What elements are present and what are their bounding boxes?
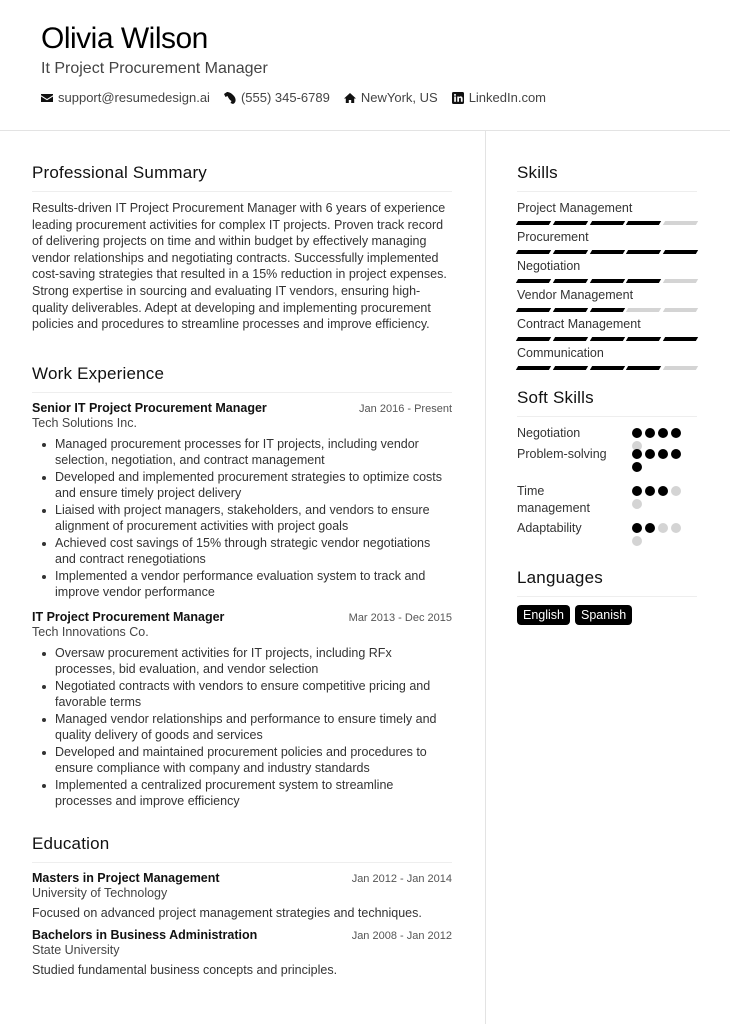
summary-section (32, 163, 452, 333)
rating-dot-filled (645, 523, 655, 533)
job-bullet: Developed and maintained procurement policies and procedures to ensure compliance with company and industry standards (55, 744, 452, 777)
level-segment-filled (589, 337, 624, 341)
level-segment-filled (626, 250, 661, 254)
language-tag: Spanish (575, 605, 632, 625)
level-segment-filled (553, 337, 588, 341)
education-list (32, 871, 452, 977)
level-segment-filled (516, 308, 551, 312)
rating-dot-filled (645, 486, 655, 496)
phone-icon (224, 92, 236, 104)
job-list (32, 401, 452, 810)
rating-dot-empty (632, 499, 642, 509)
level-segment-filled (626, 366, 661, 370)
level-segment-filled (663, 337, 698, 341)
job-role: Senior IT Project Procurement Manager (32, 400, 267, 415)
job-role: IT Project Procurement Manager (32, 609, 225, 624)
soft-skill-name: Adaptability (517, 520, 582, 535)
soft-skill-rating (632, 449, 684, 459)
job-date: Jan 2016 - Present (359, 402, 452, 415)
level-segment-filled (516, 279, 551, 283)
skill-name: Project Management (517, 201, 633, 215)
level-segment-filled (589, 221, 624, 225)
education-degree: Masters in Project Management (32, 870, 220, 885)
contact-phone[interactable] (224, 90, 330, 105)
skill-level-bar (517, 366, 697, 370)
job-entry (32, 610, 452, 810)
job-header (32, 401, 452, 415)
education-school: University of Technology (32, 885, 168, 900)
language-list (517, 605, 697, 625)
skill-level-bar (517, 221, 697, 225)
skill-name: Vendor Management (517, 288, 634, 302)
education-description: Studied fundamental business concepts and principles. (32, 962, 338, 977)
education-date: Jan 2008 - Jan 2012 (351, 929, 452, 942)
education-entry (32, 871, 452, 920)
skills-list (517, 200, 697, 370)
linkedin-icon (452, 92, 464, 104)
job-bullets (32, 645, 452, 810)
rating-dot-empty (658, 523, 668, 533)
skill-name: Contract Management (517, 317, 641, 331)
rating-dot-filled (632, 428, 642, 438)
skill-item (517, 229, 697, 254)
level-segment-filled (553, 221, 588, 225)
job-company: Tech Innovations Co. (32, 624, 149, 639)
education-entry (32, 928, 452, 977)
job-bullets (32, 436, 452, 601)
rating-dot-filled (645, 449, 655, 459)
languages-heading: Languages (517, 568, 697, 597)
job-bullet: Managed vendor relationships and performance to ensure timely and quality delivery of goods and services (55, 711, 452, 744)
soft-skill-rating (632, 523, 684, 533)
skill-item (517, 287, 697, 312)
contact-location (344, 90, 438, 105)
languages-section (517, 568, 697, 625)
skill-item (517, 200, 697, 225)
summary-text: Results-driven IT Project Procurement Manager with 6 years of experience leading procurement activities for complex IT projects. Proven track record of delivering projects on time and within budget by effectively managing vendor relationships and negotiating contracts. Successfully implemented cost-saving strategies that resulted in a 15% reduction in project expenses. Strong expertise in sourcing and evaluating IT vendors, ensuring high-quality deliverables. Adept at developing and implementing procurement policies and procedures to streamline processes and improve efficiency. (32, 201, 447, 332)
job-date: Mar 2013 - Dec 2015 (348, 611, 452, 624)
soft-skill-item (517, 483, 697, 520)
skill-name: Procurement (517, 230, 589, 244)
rating-dot-filled (645, 428, 655, 438)
education-school: State University (32, 942, 120, 957)
skill-level-bar (517, 279, 697, 283)
education-header (32, 871, 452, 885)
level-segment-empty (663, 279, 698, 283)
level-segment-empty (663, 221, 698, 225)
contact-location-text: NewYork, US (360, 90, 438, 105)
rating-dot-filled (658, 449, 668, 459)
education-date: Jan 2012 - Jan 2014 (351, 872, 452, 885)
soft-skill-rating (632, 428, 684, 438)
experience-heading: Work Experience (32, 364, 452, 393)
resume-header (0, 0, 730, 131)
soft-skills-section (517, 388, 697, 554)
level-segment-filled (589, 308, 624, 312)
skill-item (517, 316, 697, 341)
soft-skill-rating (632, 486, 684, 496)
rating-dot-filled (671, 428, 681, 438)
level-segment-empty (626, 308, 661, 312)
rating-dot-filled (632, 523, 642, 533)
soft-skill-item (517, 446, 697, 483)
education-header (32, 928, 452, 942)
level-segment-filled (663, 250, 698, 254)
level-segment-filled (626, 221, 661, 225)
contact-linkedin-text: LinkedIn.com (468, 90, 547, 105)
rating-dot-empty (632, 536, 642, 546)
level-segment-filled (589, 250, 624, 254)
level-segment-empty (663, 308, 698, 312)
level-segment-filled (516, 250, 551, 254)
language-tag: English (517, 605, 570, 625)
skill-level-bar (517, 250, 697, 254)
rating-dot-empty (671, 523, 681, 533)
level-segment-filled (553, 250, 588, 254)
level-segment-filled (626, 337, 661, 341)
rating-dot-filled (632, 462, 642, 472)
soft-skills-heading: Soft Skills (517, 388, 697, 417)
job-header (32, 610, 452, 624)
contact-email-text: support@resumedesign.ai (58, 90, 210, 105)
rating-dot-filled (632, 449, 642, 459)
rating-dot-filled (658, 428, 668, 438)
main-column (32, 131, 452, 977)
rating-dot-filled (658, 486, 668, 496)
home-icon (344, 92, 356, 104)
skill-level-bar (517, 308, 697, 312)
candidate-name: Olivia Wilson (41, 22, 208, 55)
soft-skill-name: Negotiation (517, 426, 581, 440)
skills-section (517, 163, 697, 370)
level-segment-filled (589, 366, 624, 370)
contact-phone-text: (555) 345-6789 (240, 90, 330, 105)
sidebar-column (517, 131, 697, 625)
contact-list (41, 90, 546, 105)
skills-heading: Skills (517, 163, 697, 192)
job-bullet: Implemented a centralized procurement system to streamline processes and improve efficiency (55, 777, 452, 810)
candidate-title: It Project Procurement Manager (41, 60, 268, 77)
skill-item (517, 258, 697, 283)
level-segment-filled (553, 308, 588, 312)
skill-item (517, 345, 697, 370)
rating-dot-empty (671, 486, 681, 496)
job-company: Tech Solutions Inc. (32, 415, 137, 430)
level-segment-filled (553, 366, 588, 370)
job-bullet: Developed and implemented procurement strategies to optimize costs and ensure timely project delivery (55, 469, 452, 502)
level-segment-empty (663, 366, 698, 370)
education-section (32, 834, 452, 977)
soft-skills-list (517, 425, 697, 554)
skill-level-bar (517, 337, 697, 341)
level-segment-filled (516, 221, 551, 225)
education-heading: Education (32, 834, 452, 863)
soft-skill-item (517, 520, 697, 554)
soft-skill-name: Problem-solving (517, 446, 607, 461)
level-segment-filled (516, 337, 551, 341)
soft-skill-name: Time management (517, 483, 590, 515)
job-bullet: Achieved cost savings of 15% through strategic vendor negotiations and contract renegotiations (55, 535, 452, 568)
job-bullet: Implemented a vendor performance evaluation system to track and improve vendor performance (55, 568, 452, 601)
level-segment-filled (553, 279, 588, 283)
column-divider (485, 131, 486, 1024)
education-degree: Bachelors in Business Administration (32, 927, 258, 942)
job-entry (32, 401, 452, 601)
job-bullet: Managed procurement processes for IT projects, including vendor selection, negotiation, and contract management (55, 436, 452, 469)
job-bullet: Liaised with project managers, stakeholders, and vendors to ensure alignment of procurement activities with project goals (55, 502, 452, 535)
contact-linkedin[interactable] (452, 90, 546, 105)
skill-name: Communication (517, 346, 604, 360)
job-bullet: Oversaw procurement activities for IT projects, including RFx processes, bid evaluation, and vendor selection (55, 645, 452, 678)
experience-section (32, 364, 452, 810)
level-segment-filled (516, 366, 551, 370)
rating-dot-filled (632, 486, 642, 496)
contact-email[interactable] (41, 90, 210, 105)
summary-heading: Professional Summary (32, 163, 452, 192)
level-segment-filled (589, 279, 624, 283)
envelope-icon (41, 92, 53, 104)
level-segment-filled (626, 279, 661, 283)
skill-name: Negotiation (517, 259, 581, 273)
rating-dot-filled (671, 449, 681, 459)
soft-skill-item (517, 425, 697, 446)
education-description: Focused on advanced project management strategies and techniques. (32, 905, 422, 920)
job-bullet: Negotiated contracts with vendors to ensure competitive pricing and favorable terms (55, 678, 452, 711)
